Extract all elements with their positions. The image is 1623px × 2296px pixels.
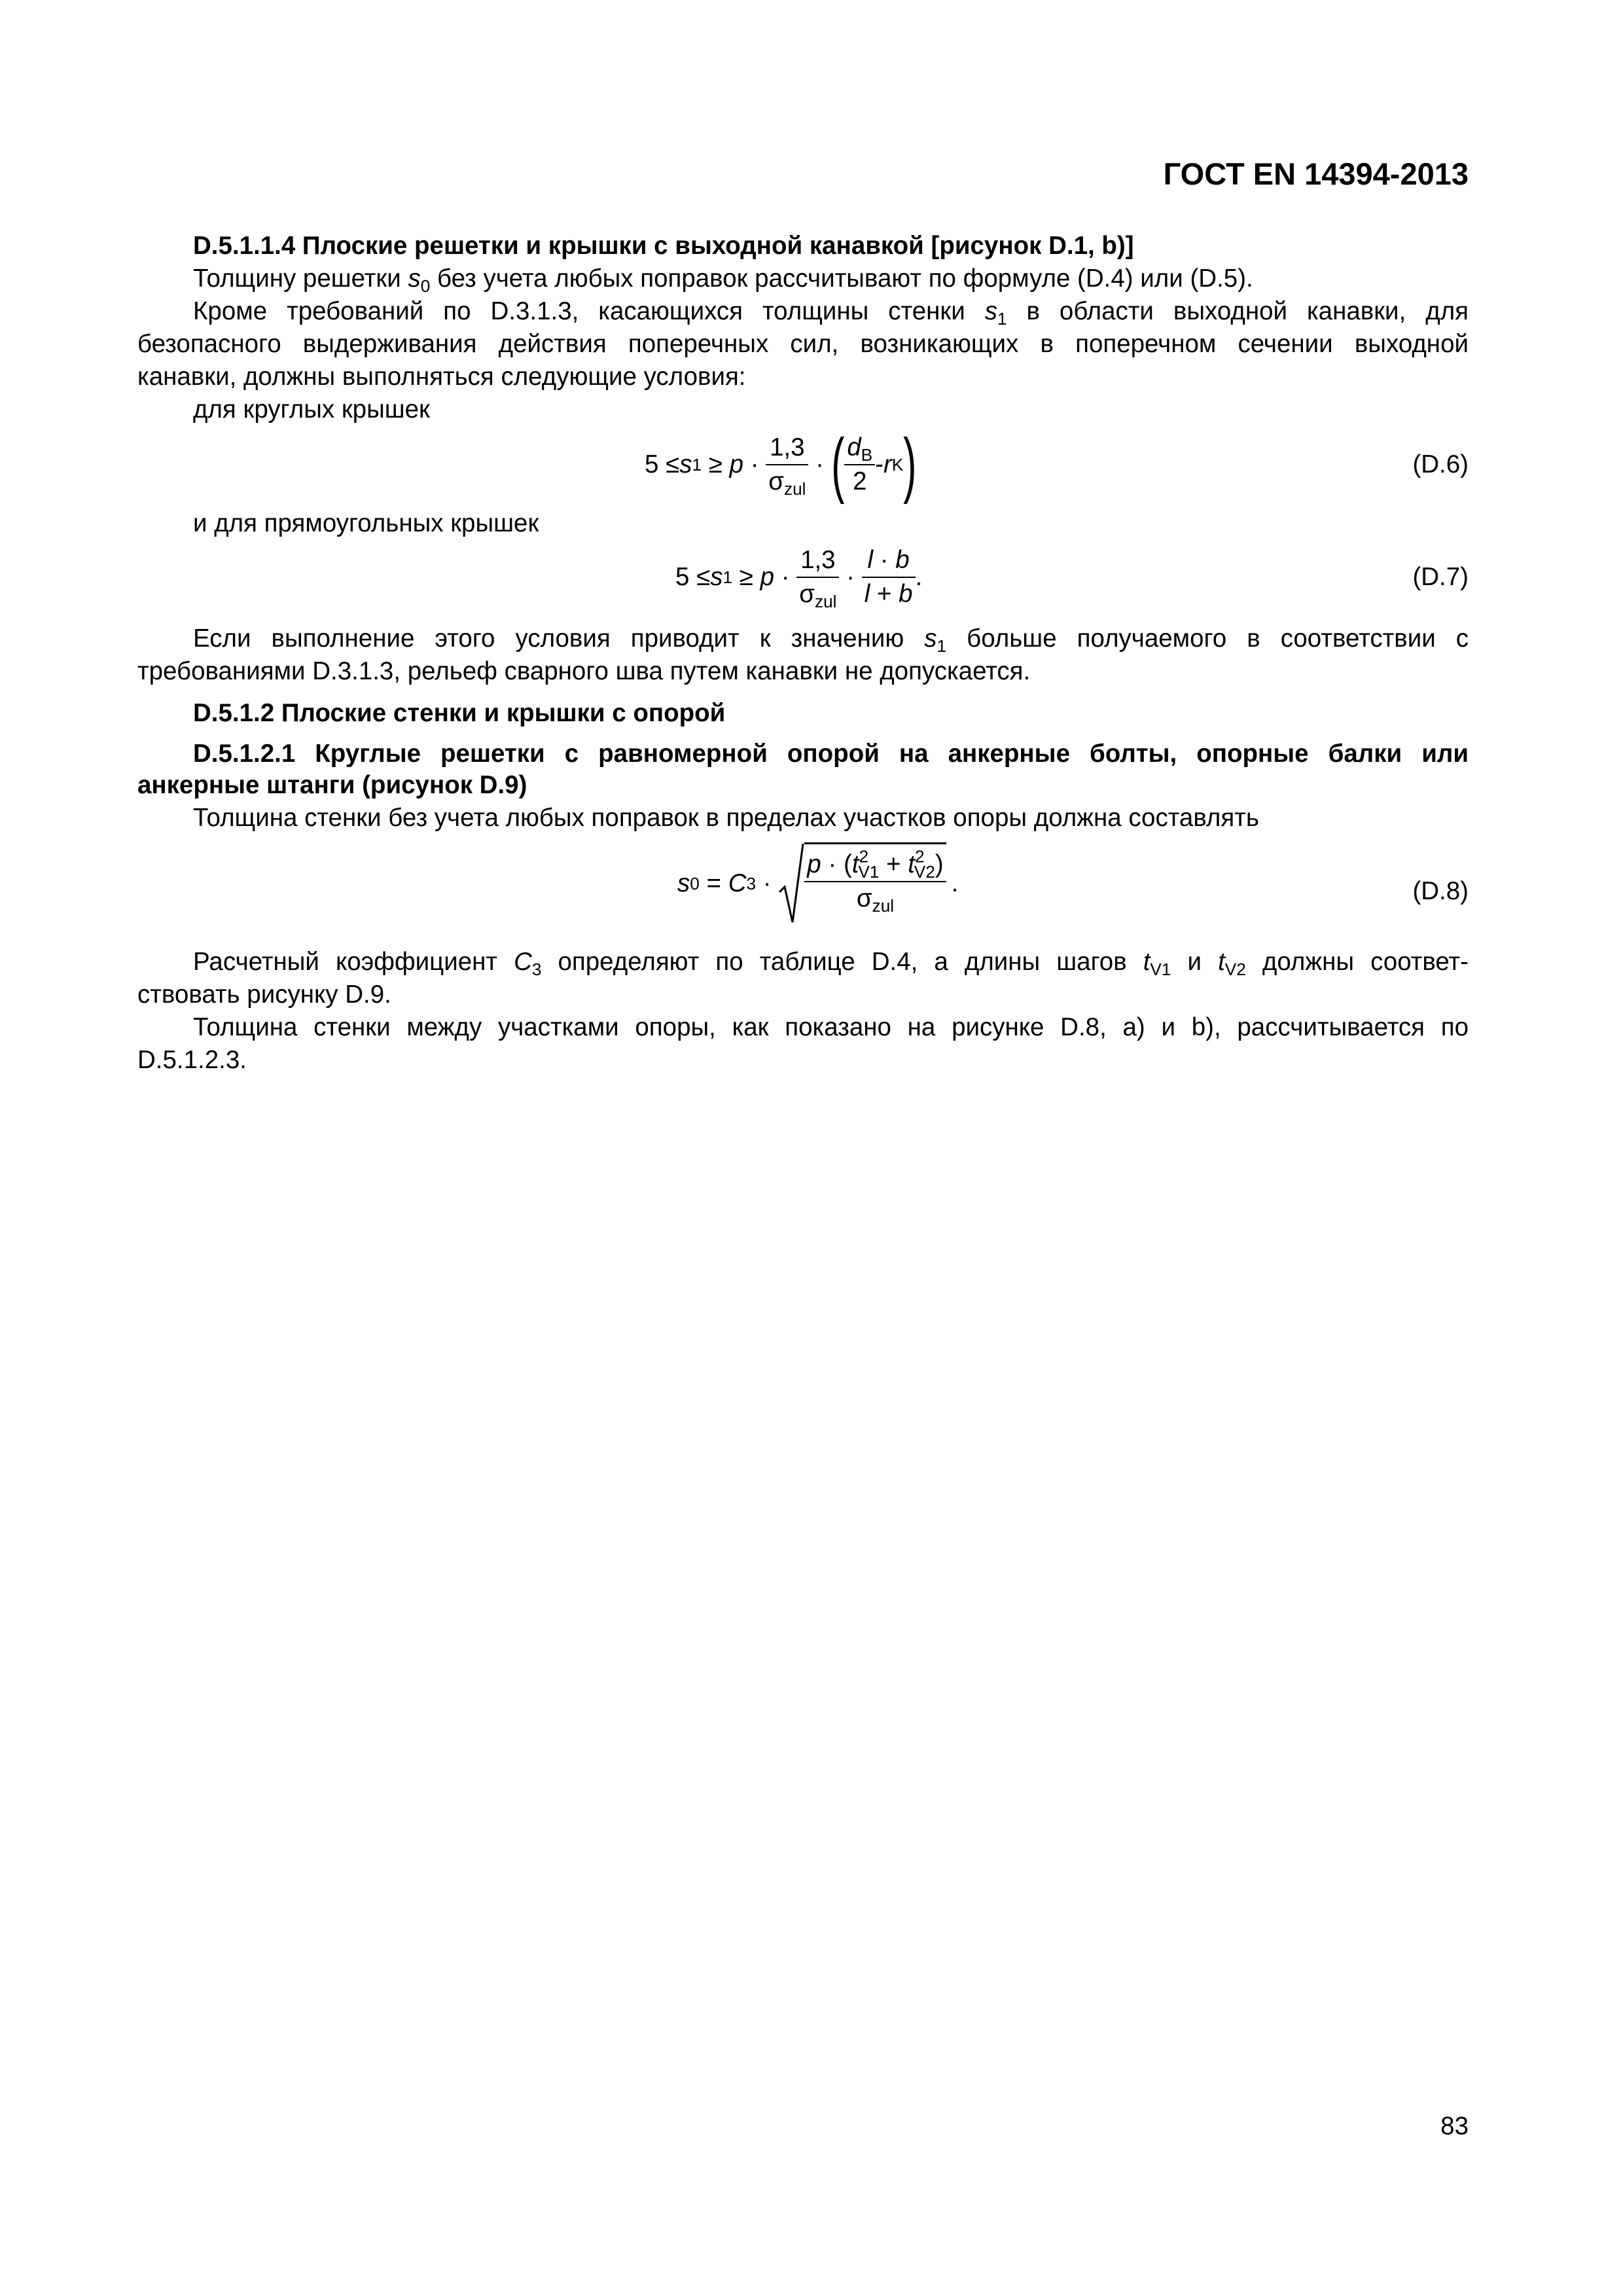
equation-number-d8: (D.8) xyxy=(1412,877,1469,905)
paragraph-requirements-line3: канавки, должны выполняться следующие условия: xyxy=(137,363,746,391)
paragraph-rect-covers: и для прямоугольных крышек xyxy=(193,509,539,537)
equation-d6: 5 ≤ s 1 ≥ p · $\frac{1,3}{\sigma_{zul}}$ · ( $\frac{d_B}{2}$ - r K ) xyxy=(645,424,917,505)
fraction-13-sigma: $\frac{1,3}{\sigma_{zul}}$ xyxy=(796,544,839,611)
paragraph-if-condition-line2: требованиями D.3.1.3, рельеф сварного шва путем канавки не допускается. xyxy=(137,657,1031,685)
page-number: 83 xyxy=(1440,2112,1469,2140)
paragraph-round-covers: для круглых крышек xyxy=(193,395,430,423)
section-heading-d51114: D.5.1.1.4 Плоские решетки и крышки с выходной канавкой [рисунок D.1, b)] xyxy=(193,232,1134,260)
right-paren-icon: ) xyxy=(903,424,917,505)
fraction-db-2: $\frac{d_B}{2}$ xyxy=(844,431,875,498)
paragraph-coefficient-line2: ствовать рисунку D.9. xyxy=(137,980,391,1009)
section-heading-d512: D.5.1.2 Плоские стенки и крышки с опорой xyxy=(193,699,726,727)
equation-number-d6: (D.6) xyxy=(1412,450,1469,478)
paragraph-requirements-line2: безопасного выдерживания действия поперечных сил, возникающих в поперечном сечении выходной xyxy=(137,330,1469,358)
paragraph-requirements-line1: Кроме требований по D.3.1.3, касающихся толщины стенки $s_1$ в области выходной канавки, для xyxy=(193,297,1469,329)
paragraph-between-supports-line1: Толщина стенки между участками опоры, как показано на рисунке D.8, a) и b), рассчитывается по xyxy=(193,1013,1469,1041)
fraction-under-root: $\frac{p \cdot (t^2_{V1} + t^2_{V2})}{\sigma_{zul}}$ xyxy=(804,844,946,915)
paragraph-if-condition-line1: Если выполнение этого условия приводит к значению $s_1$ больше получаемого в соответствии с xyxy=(193,624,1469,656)
equation-number-d7: (D.7) xyxy=(1412,563,1469,591)
section-heading-d5121-line2: анкерные штанги (рисунок D.9) xyxy=(137,771,527,799)
fraction-13-sigma: $\frac{1,3}{\sigma_{zul}}$ xyxy=(766,431,808,498)
square-root xyxy=(778,841,946,926)
section-heading-d5121-line1: D.5.1.2.1 Круглые решетки с равномерной опорой на анкерные болты, опорные балки или xyxy=(193,740,1469,768)
paragraph-between-supports-line2: D.5.1.2.3. xyxy=(137,1046,247,1074)
paragraph-coefficient-line1: Расчетный коэффициент $C_3$ определяют по таблице D.4, а длины шагов $t_{V1}$ и $t_{V2}$ должны соответ- xyxy=(193,948,1469,979)
left-paren-icon: ( xyxy=(830,424,845,505)
equation-d7: 5 ≤ s 1 ≥ p · $\frac{1,3}{\sigma_{zul}}$ · $\frac{l \cdot b}{l + b}$ . xyxy=(675,538,922,617)
document-code-header: ГОСТ EN 14394-2013 xyxy=(1163,156,1469,191)
equation-d8: s 0 = C 3 · $\frac{p \cdot (t^2_{V1} + t^2_{V2})}{\sigma_{zul}}$ . xyxy=(677,838,958,929)
radical-sign-icon xyxy=(778,841,804,926)
paragraph-wall-thickness: Толщина стенки без учета любых поправок в пределах участков опоры должна составлять xyxy=(193,804,1259,832)
paragraph-thickness-s0: Толщину решетки $s_0$ без учета любых поправок рассчитывают по формуле (D.4) или (D.5). xyxy=(193,264,1253,296)
fraction-lb-over-l-plus-b: $\frac{l \cdot b}{l + b}$ xyxy=(862,544,916,611)
